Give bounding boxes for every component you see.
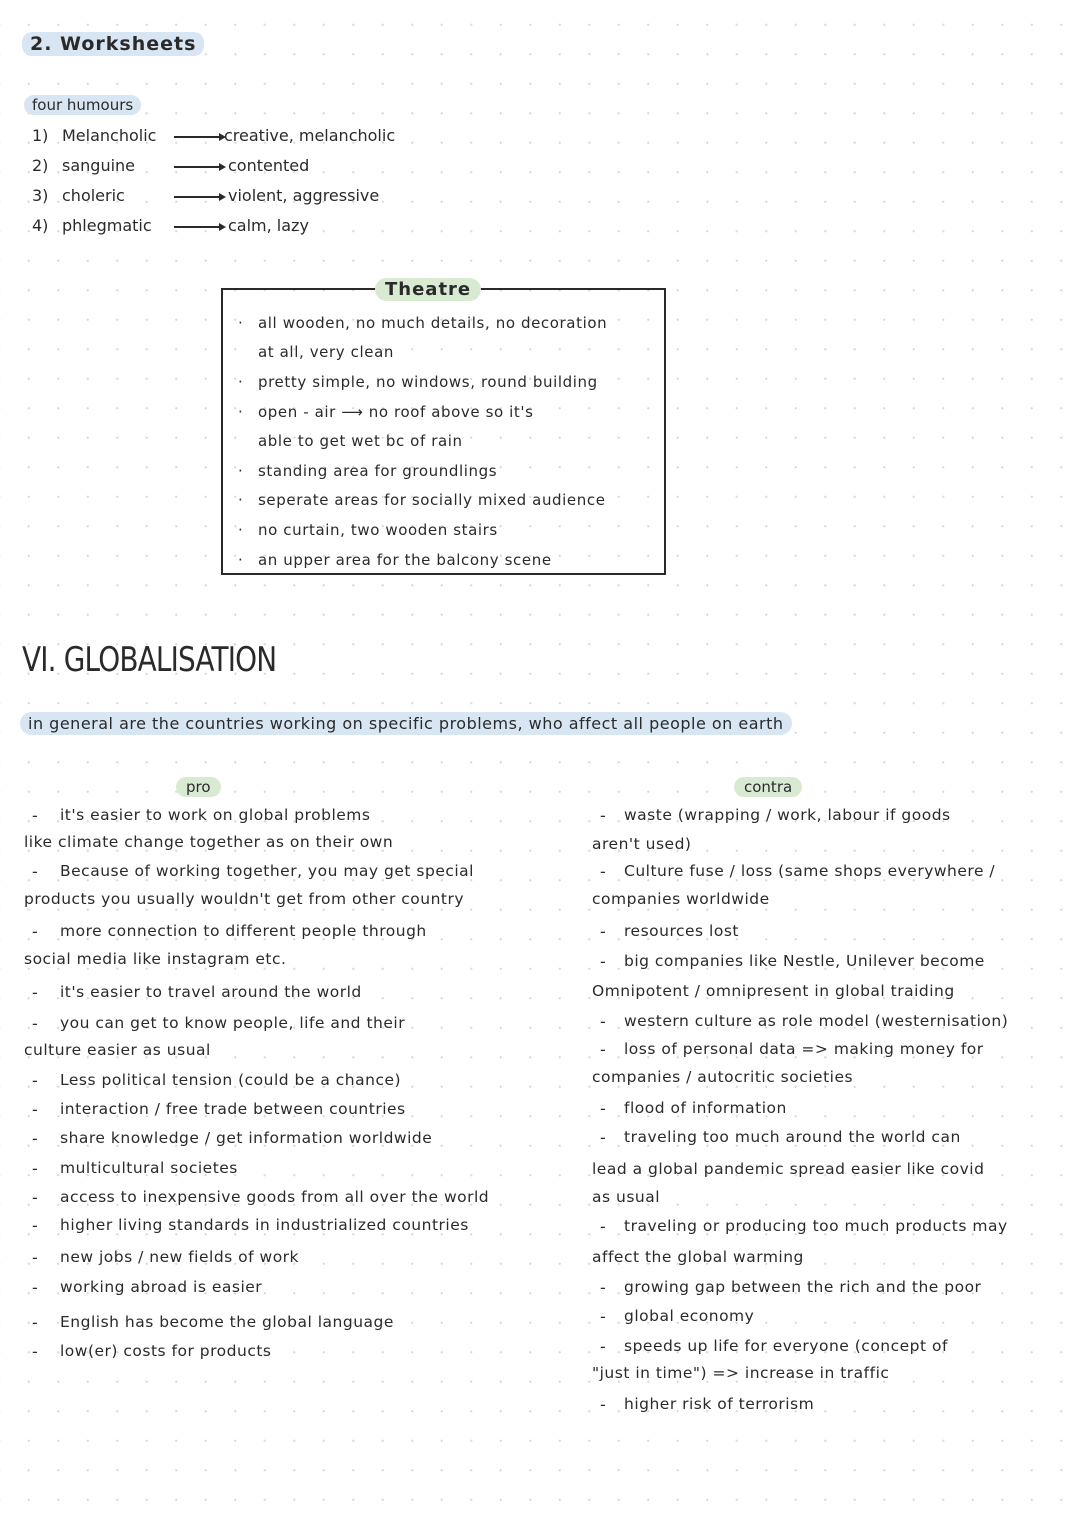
humour-name: Melancholic bbox=[62, 126, 157, 145]
arrow-right-icon bbox=[174, 166, 224, 168]
dash-icon: - bbox=[32, 1342, 38, 1361]
humour-name: choleric bbox=[62, 186, 125, 205]
list-line: lead a global pandemic spread easier like covid bbox=[592, 1160, 985, 1178]
theatre-line bbox=[238, 403, 534, 421]
theatre-line-text: standing area for groundlings bbox=[258, 462, 498, 480]
contra-heading: contra bbox=[734, 777, 802, 797]
dash-icon: - bbox=[32, 922, 38, 941]
dash-icon: - bbox=[600, 862, 606, 881]
list-line: global economy bbox=[624, 1307, 755, 1325]
list-line: Omnipotent / omnipresent in global traiding bbox=[592, 982, 955, 1000]
dash-icon: - bbox=[32, 806, 38, 825]
theatre-line-text: all wooden, no much details, no decoration bbox=[258, 314, 608, 332]
humour-description: violent, aggressive bbox=[228, 186, 380, 205]
list-line: more connection to different people through bbox=[60, 922, 427, 940]
dash-icon: - bbox=[32, 1216, 38, 1235]
dash-icon: - bbox=[600, 1012, 606, 1031]
list-line: loss of personal data => making money for bbox=[624, 1040, 984, 1058]
list-line: low(er) costs for products bbox=[60, 1342, 272, 1360]
theatre-line bbox=[238, 432, 463, 450]
theatre-line bbox=[238, 551, 552, 569]
list-line: companies / autocritic societies bbox=[592, 1068, 854, 1086]
humour-number: 3) bbox=[32, 186, 49, 205]
list-line: working abroad is easier bbox=[60, 1278, 263, 1296]
arrow-right-icon bbox=[174, 136, 224, 138]
dash-icon: - bbox=[32, 1129, 38, 1148]
list-line: Because of working together, you may get special bbox=[60, 862, 474, 880]
theatre-line-text: an upper area for the balcony scene bbox=[258, 551, 552, 569]
dash-icon: - bbox=[32, 862, 38, 881]
list-line: multicultural societes bbox=[60, 1159, 238, 1177]
list-line: waste (wrapping / work, labour if goods bbox=[624, 806, 951, 824]
list-line: English has become the global language bbox=[60, 1313, 394, 1331]
theatre-line-text: able to get wet bc of rain bbox=[258, 432, 463, 450]
dash-icon: - bbox=[32, 983, 38, 1002]
list-line: access to inexpensive goods from all over the world bbox=[60, 1188, 490, 1206]
dash-icon: - bbox=[32, 1313, 38, 1332]
list-line: affect the global warming bbox=[592, 1248, 804, 1266]
list-line: speeds up life for everyone (concept of bbox=[624, 1337, 948, 1355]
humour-row bbox=[32, 216, 412, 240]
list-line: resources lost bbox=[624, 922, 739, 940]
dash-icon: - bbox=[32, 1071, 38, 1090]
theatre-line-text: at all, very clean bbox=[258, 343, 394, 361]
theatre-line bbox=[238, 343, 394, 361]
dash-icon: - bbox=[600, 806, 606, 825]
theatre-line bbox=[238, 373, 598, 391]
list-line: big companies like Nestle, Unilever become bbox=[624, 952, 985, 970]
humour-row bbox=[32, 126, 412, 150]
list-line: share knowledge / get information worldwide bbox=[60, 1129, 433, 1147]
theatre-line bbox=[238, 314, 607, 332]
humour-description: calm, lazy bbox=[228, 216, 309, 235]
humour-name: phlegmatic bbox=[62, 216, 152, 235]
humour-number: 4) bbox=[32, 216, 49, 235]
theatre-line-text: open - air ⟶ no roof above so it's bbox=[258, 403, 534, 421]
dash-icon: - bbox=[600, 1337, 606, 1356]
section-title: 2. Worksheets bbox=[22, 32, 204, 56]
list-line: higher risk of terrorism bbox=[624, 1395, 815, 1413]
list-line: higher living standards in industrialized countries bbox=[60, 1216, 469, 1234]
list-line: as usual bbox=[592, 1188, 661, 1206]
dash-icon: - bbox=[600, 1307, 606, 1326]
list-line: growing gap between the rich and the poor bbox=[624, 1278, 982, 1296]
list-line: "just in time") => increase in traffic bbox=[592, 1364, 890, 1382]
dash-icon: - bbox=[32, 1278, 38, 1297]
globalisation-summary: in general are the countries working on specific problems, who affect all people on earth bbox=[20, 712, 792, 735]
list-line: it's easier to work on global problems bbox=[60, 806, 371, 824]
dash-icon: - bbox=[600, 1040, 606, 1059]
theatre-line-text: no curtain, two wooden stairs bbox=[258, 521, 498, 539]
arrow-right-icon bbox=[174, 226, 224, 228]
bullet-icon: · bbox=[238, 373, 244, 391]
bullet-icon: · bbox=[238, 314, 244, 332]
dash-icon: - bbox=[32, 1248, 38, 1267]
bullet-icon: · bbox=[238, 521, 244, 539]
list-line: social media like instagram etc. bbox=[24, 950, 287, 968]
pro-heading: pro bbox=[176, 777, 221, 797]
dash-icon: - bbox=[32, 1100, 38, 1119]
theatre-line bbox=[238, 462, 497, 480]
humour-name: sanguine bbox=[62, 156, 136, 175]
dash-icon: - bbox=[600, 922, 606, 941]
globalisation-title: VI. GLOBALISATION bbox=[22, 640, 277, 680]
dash-icon: - bbox=[600, 1099, 606, 1118]
theatre-line bbox=[238, 521, 498, 539]
list-line: you can get to know people, life and their bbox=[60, 1014, 406, 1032]
dash-icon: - bbox=[600, 1128, 606, 1147]
humour-description: contented bbox=[228, 156, 310, 175]
list-line: products you usually wouldn't get from other country bbox=[24, 890, 465, 908]
dash-icon: - bbox=[32, 1188, 38, 1207]
list-line: Culture fuse / loss (same shops everywhere / bbox=[624, 862, 996, 880]
theatre-line bbox=[238, 491, 606, 509]
list-line: like climate change together as on their own bbox=[24, 833, 394, 851]
theatre-title: Theatre bbox=[375, 278, 481, 301]
list-line: it's easier to travel around the world bbox=[60, 983, 362, 1001]
dash-icon: - bbox=[600, 952, 606, 971]
list-line: flood of information bbox=[624, 1099, 787, 1117]
theatre-line-text: seperate areas for socially mixed audience bbox=[258, 491, 606, 509]
dash-icon: - bbox=[600, 1278, 606, 1297]
humour-number: 2) bbox=[32, 156, 49, 175]
list-line: interaction / free trade between countries bbox=[60, 1100, 406, 1118]
bullet-icon: · bbox=[238, 462, 244, 480]
list-line: culture easier as usual bbox=[24, 1041, 211, 1059]
bullet-icon: · bbox=[238, 551, 244, 569]
humour-number: 1) bbox=[32, 126, 49, 145]
bullet-icon: · bbox=[238, 403, 244, 421]
bullet-icon: · bbox=[238, 491, 244, 509]
humours-heading: four humours bbox=[24, 95, 141, 115]
list-line: new jobs / new fields of work bbox=[60, 1248, 300, 1266]
dash-icon: - bbox=[32, 1014, 38, 1033]
dash-icon: - bbox=[600, 1217, 606, 1236]
humour-row bbox=[32, 186, 412, 210]
arrow-right-icon bbox=[174, 196, 224, 198]
theatre-line-text: pretty simple, no windows, round building bbox=[258, 373, 598, 391]
humour-description: creative, melancholic bbox=[224, 126, 396, 145]
dash-icon: - bbox=[600, 1395, 606, 1414]
list-line: traveling or producing too much products may bbox=[624, 1217, 1008, 1235]
humour-row bbox=[32, 156, 412, 180]
dash-icon: - bbox=[32, 1159, 38, 1178]
list-line: aren't used) bbox=[592, 835, 692, 853]
list-line: companies worldwide bbox=[592, 890, 770, 908]
list-line: western culture as role model (westernisation) bbox=[624, 1012, 1009, 1030]
list-line: Less political tension (could be a chance) bbox=[60, 1071, 402, 1089]
list-line: traveling too much around the world can bbox=[624, 1128, 961, 1146]
